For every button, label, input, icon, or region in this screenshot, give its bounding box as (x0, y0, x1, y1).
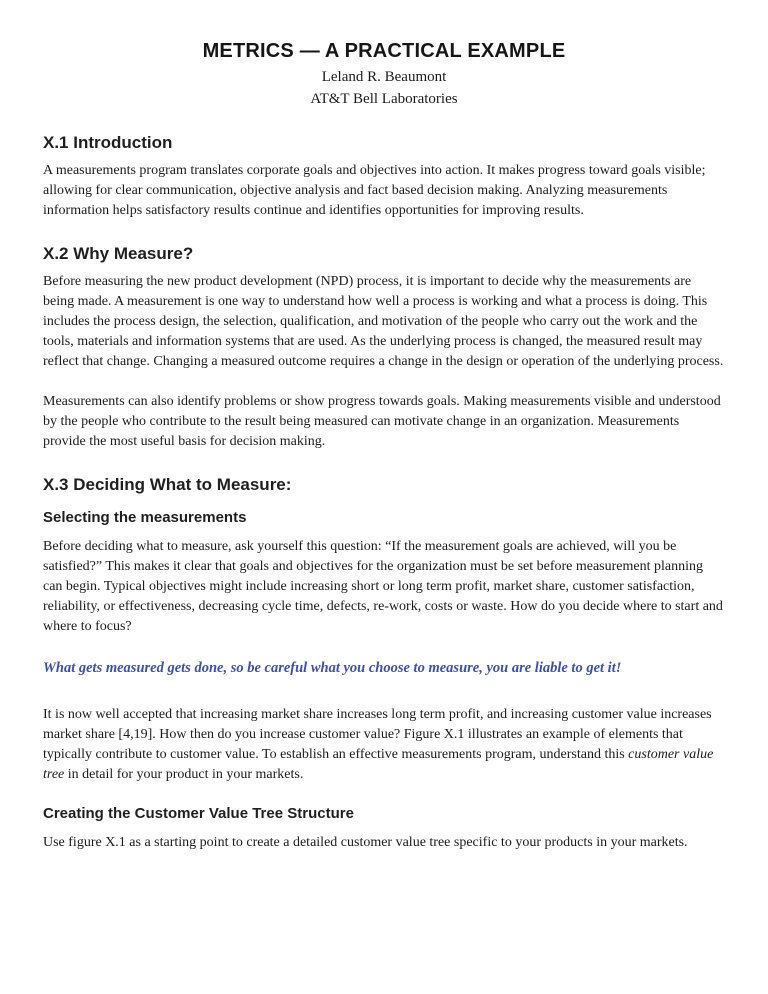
document-affiliation: AT&T Bell Laboratories (310, 91, 458, 107)
text-run-italic-customer-value-tree: customer value tree (43, 747, 714, 782)
subheading-creating-customer-value-tree-structure: Creating the Customer Value Tree Structure (43, 805, 354, 822)
document-author: Leland R. Beaumont (321, 69, 447, 85)
paragraph-customer-value (43, 705, 725, 785)
paragraph-selecting-measurements: Before deciding what to measure, ask yourself this question: “If the measurement goals are achieved, will you be satisfied?” This makes it clear that goals and objectives for the organization must be set before measurement planning can begin. Typical objectives might include increasing short or long term profit, market share, customer satisfaction, reliability, or effectiveness, decreasing cycle time, defects, re-work, costs or waste. How do you decide where to start and where to focus? (43, 539, 723, 634)
text-run: in detail for your product in your markets. (64, 767, 304, 782)
paragraph-creating-value-tree: Use figure X.1 as a starting point to create a detailed customer value tree specific to your products in your markets. (43, 835, 688, 850)
document-header (43, 38, 725, 110)
document-title: METRICS — A PRACTICAL EXAMPLE (202, 40, 566, 62)
paragraph-why-measure-1: Before measuring the new product development (NPD) process, it is important to decide why the measurements are being made. A measurement is one way to understand how well a process is working and what a process is doing. This includes the process design, the selection, qualification, and motivation of the people who carry out the work and the tools, materials and information systems that are used. As the underlying process is changed, the measured result may reflect that change. Changing a measured outcome requires a change in the design or operation of the underlying process. (43, 274, 724, 369)
section-heading-x3-deciding-what-to-measure: X.3 Deciding What to Measure: (43, 475, 292, 494)
section-why-measure (43, 243, 725, 452)
subheading-selecting-the-measurements: Selecting the measurements (43, 509, 247, 526)
section-deciding-what-to-measure (43, 474, 725, 853)
text-run: It is now well accepted that increasing market share increases long term profit, and increasing customer value increases market share [4,19]. How then do you increase customer value? Figure X.1 illustrates an example of elements that typically contribute to customer value. To establish an effective measurements program, understand this (43, 707, 712, 762)
pull-quote: What gets measured gets done, so be careful what you choose to measure, you are liable to get it! (43, 660, 622, 676)
paragraph-why-measure-2: Measurements can also identify problems or show progress towards goals. Making measurements visible and understood by the people who contribute to the result being measured can motivate change in an organization. Measurements provide the most useful basis for decision making. (43, 394, 721, 449)
paragraph-introduction: A measurements program translates corporate goals and objectives into action. It makes progress toward goals visible; allowing for clear communication, objective analysis and fact based decision making. Analyzing measurements information helps satisfactory results continue and identifies opportunities for improving results. (43, 163, 706, 218)
section-introduction (43, 132, 725, 221)
section-heading-x2-why-measure: X.2 Why Measure? (43, 244, 194, 263)
section-heading-x1-introduction: X.1 Introduction (43, 133, 173, 152)
